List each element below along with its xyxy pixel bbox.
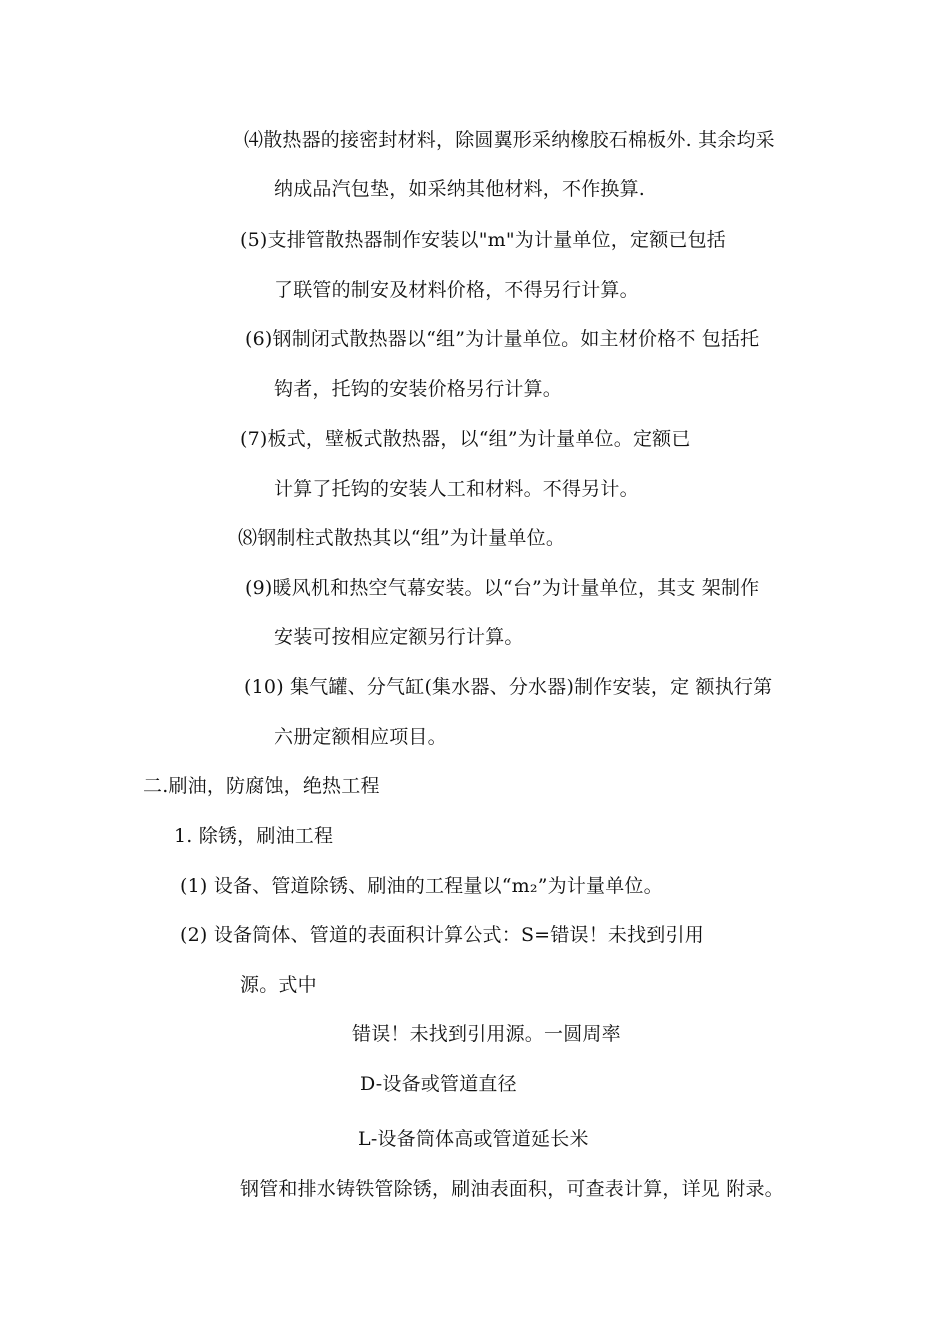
item-10-line-2: 六册定额相应项目。 — [274, 726, 447, 748]
appendix-note: 钢管和排水铸铁管除锈，刷油表面积，可查表计算，详见 附录。 — [240, 1178, 784, 1200]
item-6-line-2: 钩者，托钩的安装价格另行计算。 — [274, 378, 563, 400]
item-7-line-1: (7)板式，壁板式散热器，以“组”为计量单位。定额已 — [240, 428, 691, 450]
item-9-line-2: 安装可按相应定额另行计算。 — [274, 626, 524, 648]
item-4-line-1: ⑷散热器的接密封材料，除圆翼形采纳橡胶石棉板外. 其余均采 — [244, 129, 775, 151]
item-5-line-2: 了联管的制安及材料价格，不得另行计算。 — [274, 279, 639, 301]
item-10-line-1: (10) 集气罐、分气缸(集水器、分水器)制作安装，定 额执行第 — [244, 676, 773, 698]
subitem-2-line-2: 源。式中 — [240, 974, 317, 996]
section-heading: 二.刷油，防腐蚀，绝热工程 — [143, 775, 380, 797]
item-4-line-2: 纳成品汽包垫，如采纳其他材料，不作换算. — [274, 178, 646, 200]
subitem-1-line: (1) 设备、管道除锈、刷油的工程量以“m₂”为计量单位。 — [180, 875, 663, 897]
subitem-2-line-1: (2) 设备筒体、管道的表面积计算公式：S=错误！未找到引用 — [180, 924, 704, 946]
formula-note-pi: 错误！未找到引用源。一圆周率 — [352, 1023, 621, 1045]
item-6-line-1: (6)钢制闭式散热器以“组”为计量单位。如主材价格不 包括托 — [245, 328, 760, 350]
item-5-line-1: (5)支排管散热器制作安装以"m"为计量单位，定额已包括 — [240, 229, 727, 251]
subsection-heading: 1. 除锈，刷油工程 — [174, 825, 334, 847]
formula-note-diameter: D-设备或管道直径 — [360, 1073, 517, 1095]
item-8-line-1: ⑻钢制柱式散热其以“组”为计量单位。 — [238, 527, 566, 549]
item-7-line-2: 计算了托钩的安装人工和材料。不得另计。 — [274, 478, 639, 500]
item-9-line-1: (9)暖风机和热空气幕安装。以“台”为计量单位，其支 架制作 — [245, 577, 760, 599]
formula-note-length: L-设备筒体高或管道延长米 — [358, 1128, 589, 1150]
